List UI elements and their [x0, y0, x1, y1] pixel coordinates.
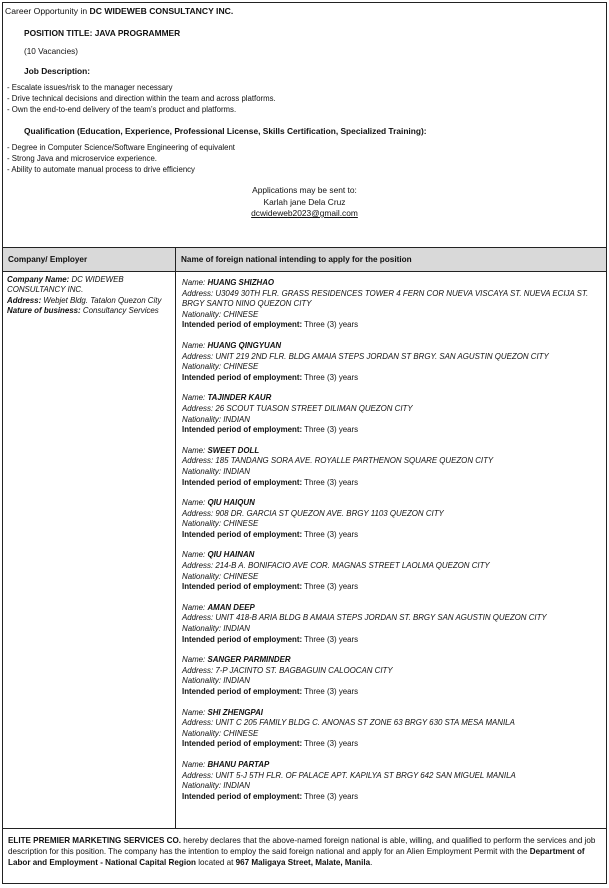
applicant-nationality: CHINESE — [223, 519, 259, 529]
period-value: Three (3) years — [302, 529, 359, 539]
apply-line: Applications may be sent to: — [252, 185, 357, 195]
nationality-label: Nationality: — [182, 414, 224, 424]
applicant-address: UNIT C 205 FAMILY BLDG C. ANONAS ST ZONE 63 BRGY 630 STA MESA MANILA — [215, 718, 515, 728]
business-value: Consultancy Services — [82, 306, 159, 316]
period-label: Intended period of employment: — [182, 320, 303, 330]
applicant-address-line — [182, 613, 602, 624]
address-label: Address: — [182, 403, 216, 413]
job-description-list — [3, 82, 606, 115]
applicant-address-line — [182, 352, 602, 363]
list-item: - Ability to automate manual process to drive efficiency — [7, 164, 606, 175]
column-header-applicants: Name of foreign national intending to apply for the position — [176, 248, 607, 272]
vacancies: (10 Vacancies) — [24, 47, 79, 56]
applicant-name-line — [182, 341, 602, 352]
period-label: Intended period of employment: — [182, 582, 303, 592]
company-address: Webjet Bldg. Tatalon Quezon City — [43, 295, 162, 305]
company-name: DC WIDEWEB CONSULTANCY INC. — [7, 275, 124, 295]
applicant-nationality-line — [182, 415, 602, 426]
company-name-label: Company Name: — [7, 275, 70, 284]
application-info — [3, 185, 606, 220]
period-label: Intended period of employment: — [182, 477, 303, 487]
address-label: Address: — [182, 613, 216, 623]
applicant-nationality: INDIAN — [223, 624, 250, 634]
applicant-name: HUANG SHIZHAO — [207, 278, 275, 287]
applicant-name-line — [182, 655, 602, 666]
list-item: - Drive technical decisions and direction within the team and across platforms. — [7, 93, 606, 104]
business-label: Nature of business: — [7, 306, 81, 316]
list-item — [182, 498, 602, 540]
applicant-nationality-line — [182, 729, 602, 740]
period-value: Three (3) years — [302, 791, 359, 801]
applicant-name: SANGER PARMINDER — [207, 655, 291, 665]
list-item — [182, 278, 602, 331]
period-value: Three (3) years — [302, 372, 359, 382]
footer-end: . — [370, 858, 373, 867]
applicant-name-line — [182, 393, 602, 404]
applicant-address-line — [182, 666, 602, 677]
applicant-name: QIU HAIQUN — [207, 498, 255, 508]
period-value: Three (3) years — [302, 687, 359, 696]
company-cell — [3, 272, 176, 829]
nationality-label: Nationality: — [182, 466, 224, 476]
applicant-address-line — [182, 561, 602, 572]
contact-name: Karlah jane Dela Cruz — [263, 196, 346, 207]
nationality-label: Nationality: — [182, 728, 224, 738]
address-label: Address: — [182, 770, 216, 780]
applicant-nationality: INDIAN — [223, 781, 250, 791]
company-address-label: Address: — [7, 295, 42, 305]
applicant-address-line — [182, 404, 602, 415]
name-label: Name: — [182, 498, 208, 508]
applicant-address-line — [182, 771, 602, 782]
header-line — [3, 3, 606, 16]
footer-text1: hereby declares that the above-named foreign national is able, willing, and qualified to perform the services and job description for this position. The company has the intention to employ the said foreign national and apply for an Alien Employment Permit with the — [8, 836, 596, 856]
applicant-address: UNIT 418-B ARIA BLDG B AMAIA STEPS JORDAN ST. BRGY SAN AGUSTIN QUEZON CITY — [215, 613, 547, 623]
footer-company: ELITE PREMIER MARKETING SERVICES CO. — [8, 836, 181, 845]
nationality-label: Nationality: — [182, 309, 224, 319]
applicant-name-line — [182, 708, 602, 719]
header-company: DC WIDEWEB CONSULTANCY INC. — [89, 6, 234, 16]
header-prefix: Career Opportunity in — [5, 6, 90, 16]
name-label: Name: — [182, 550, 208, 560]
applicant-nationality-line — [182, 676, 602, 687]
footer-location: 967 Maligaya Street, Malate, Manila — [235, 858, 371, 867]
nationality-label: Nationality: — [182, 781, 224, 791]
address-label: Address: — [182, 456, 216, 466]
job-posting — [2, 2, 607, 884]
nationality-label: Nationality: — [182, 362, 224, 372]
applicant-nationality-line — [182, 467, 602, 478]
applicant-name-line — [182, 498, 602, 509]
list-item — [182, 760, 602, 802]
name-label: Name: — [182, 278, 208, 287]
applicant-nationality-line — [182, 572, 602, 583]
applicant-address: 214-B A. BONIFACIO AVE COR. MAGNAS STREET LAOLMA QUEZON CITY — [215, 561, 490, 571]
applicant-name: HUANG QINGYUAN — [207, 340, 282, 350]
period-value: Three (3) years — [302, 477, 359, 487]
qualification-heading: Qualification (Education, Experience, Professional License, Skills Certification, Specialized Training): — [24, 126, 427, 136]
applicant-name-line — [182, 446, 602, 457]
footer-text2: located at — [195, 858, 236, 867]
nationality-label: Nationality: — [182, 676, 224, 686]
applicants-table — [3, 247, 606, 828]
applicant-name-line — [182, 603, 602, 614]
period-label: Intended period of employment: — [182, 529, 303, 539]
name-label: Name: — [182, 602, 208, 612]
applicant-nationality-line — [182, 624, 602, 635]
applicant-name: SWEET DOLL — [207, 445, 260, 455]
applicant-nationality: INDIAN — [223, 676, 250, 686]
applicant-address-line — [182, 718, 602, 729]
qualification-list — [3, 142, 606, 175]
address-label: Address: — [182, 718, 216, 728]
applicant-nationality: INDIAN — [223, 414, 250, 424]
nationality-label: Nationality: — [182, 571, 224, 581]
list-item: - Escalate issues/risk to the manager necessary — [7, 82, 606, 93]
list-item: - Strong Java and microservice experience. — [7, 153, 606, 164]
applicant-name-line — [182, 760, 602, 771]
applicants-cell — [176, 272, 607, 829]
period-value: Three (3) years — [302, 425, 359, 435]
footer-dept: Department of Labor and Employment - National Capital Region — [8, 847, 585, 867]
period-label: Intended period of employment: — [182, 425, 303, 435]
list-item — [182, 550, 602, 592]
period-label: Intended period of employment: — [182, 687, 303, 696]
employment-period-line — [182, 635, 602, 646]
employment-period-line — [182, 582, 602, 593]
list-item: - Own the end-to-end delivery of the team’s product and platforms. — [7, 104, 606, 115]
column-header-company: Company/ Employer — [3, 248, 176, 272]
name-label: Name: — [182, 759, 208, 769]
employment-period-line — [182, 792, 602, 803]
applicant-address: 185 TANDANG SORA AVE. ROYALLE PARTHENON SQUARE QUEZON CITY — [215, 456, 494, 466]
list-item: - Degree in Computer Science/Software Engineering of equivalent — [7, 142, 606, 153]
name-label: Name: — [182, 393, 208, 403]
nationality-label: Nationality: — [182, 519, 224, 529]
nationality-label: Nationality: — [182, 624, 224, 634]
applicant-name: TAJINDER KAUR — [207, 393, 272, 403]
applicant-nationality-line — [182, 310, 602, 321]
period-label: Intended period of employment: — [182, 372, 303, 382]
employment-period-line — [182, 478, 602, 489]
applicant-address-line — [182, 289, 602, 310]
posting-details — [3, 3, 606, 245]
applicant-nationality-line — [182, 519, 602, 530]
address-label: Address: — [182, 665, 216, 675]
list-item — [182, 708, 602, 750]
period-value: Three (3) years — [302, 739, 359, 749]
address-label: Address: — [182, 561, 216, 571]
applicant-address-line — [182, 509, 602, 520]
applicant-name-line — [182, 278, 602, 289]
name-label: Name: — [182, 707, 208, 717]
employment-period-line — [182, 739, 602, 750]
applicant-nationality: CHINESE — [223, 309, 259, 319]
period-label: Intended period of employment: — [182, 791, 303, 801]
list-item — [182, 393, 602, 435]
period-label: Intended period of employment: — [182, 739, 303, 749]
declaration-footer — [3, 828, 606, 883]
email-link[interactable]: dcwideweb2023@gmail.com — [251, 208, 358, 218]
position-title: POSITION TITLE: JAVA PROGRAMMER — [24, 28, 181, 38]
period-label: Intended period of employment: — [182, 634, 303, 644]
applicant-nationality: CHINESE — [223, 362, 259, 372]
list-item — [182, 341, 602, 383]
applicant-address: 7-P JACINTO ST. BAGBAGUIN CALOOCAN CITY — [215, 665, 393, 675]
applicant-address: 908 DR. GARCIA ST QUEZON AVE. BRGY 1103 QUEZON CITY — [215, 508, 444, 518]
employment-period-line — [182, 320, 602, 331]
address-label: Address: — [182, 288, 216, 298]
employment-period-line — [182, 373, 602, 384]
applicant-nationality: INDIAN — [223, 466, 250, 476]
name-label: Name: — [182, 445, 208, 455]
name-label: Name: — [182, 655, 208, 665]
applicant-address-line — [182, 456, 602, 467]
applicant-name-line — [182, 550, 602, 561]
list-item — [182, 446, 602, 488]
list-item — [182, 655, 602, 697]
applicant-name: AMAN DEEP — [207, 602, 255, 612]
period-value: Three (3) years — [302, 320, 359, 330]
address-label: Address: — [182, 351, 216, 361]
address-label: Address: — [182, 508, 216, 518]
job-description-heading: Job Description: — [24, 66, 91, 76]
applicant-nationality: CHINESE — [223, 728, 259, 738]
applicant-name: BHANU PARTAP — [207, 759, 270, 769]
list-item — [182, 603, 602, 645]
period-value: Three (3) years — [302, 582, 359, 592]
name-label: Name: — [182, 340, 208, 350]
applicant-address: 26 SCOUT TUASON STREET DILIMAN QUEZON CITY — [215, 403, 413, 413]
applicant-nationality: CHINESE — [223, 571, 259, 581]
applicant-name: SHI ZHENGPAI — [207, 707, 263, 717]
applicant-nationality-line — [182, 362, 602, 373]
employment-period-line — [182, 425, 602, 436]
applicant-address: UNIT 5-J 5TH FLR. OF PALACE APT. KAPILYA ST BRGY 642 SAN MIGUEL MANILA — [215, 770, 516, 780]
employment-period-line — [182, 687, 602, 698]
period-value: Three (3) years — [302, 634, 359, 644]
employment-period-line — [182, 530, 602, 541]
applicant-name: QIU HAINAN — [207, 550, 255, 560]
applicant-address: UNIT 219 2ND FLR. BLDG AMAIA STEPS JORDAN ST BRGY. SAN AGUSTIN QUEZON CITY — [215, 351, 549, 361]
applicant-address: U3049 30TH FLR. GRASS RESIDENCES TOWER 4 FERN COR NUEVA VISCAYA ST. NUEVA ECIJA ST. BRGY SANTO NINO QUEZON CITY — [182, 288, 589, 309]
applicant-nationality-line — [182, 781, 602, 792]
